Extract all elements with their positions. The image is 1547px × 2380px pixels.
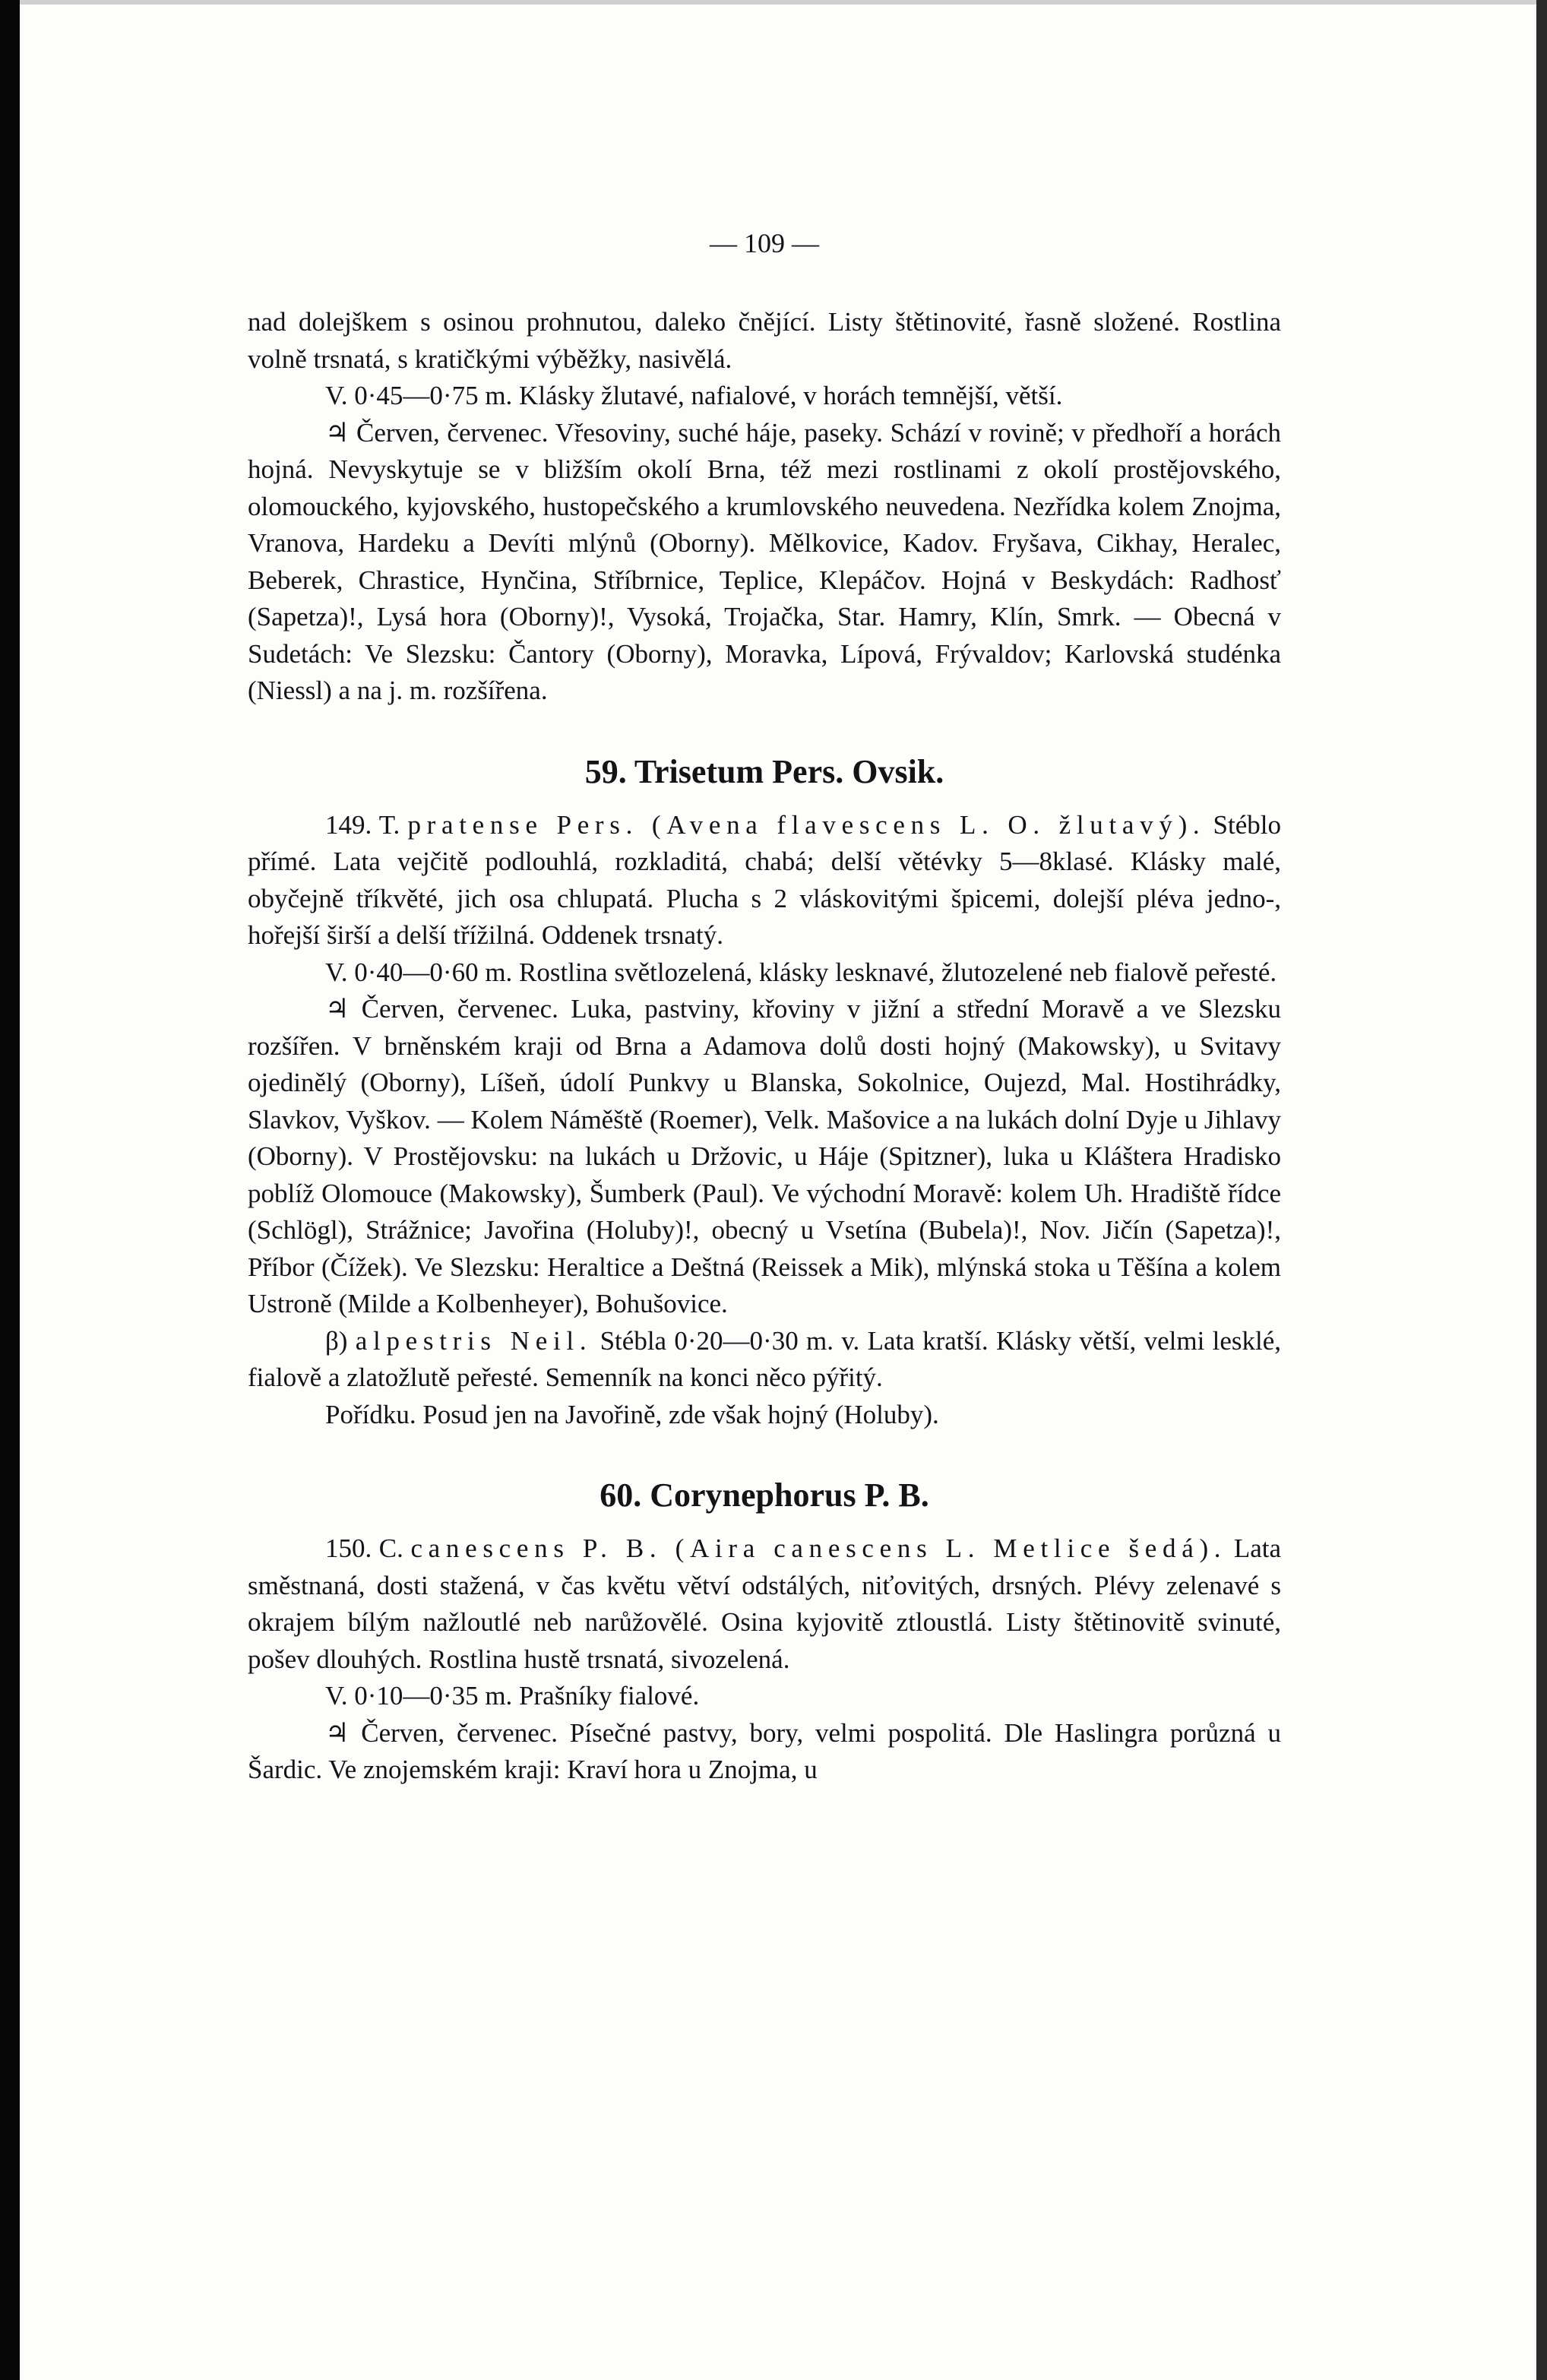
scan-edge-left	[0, 0, 20, 2380]
scan-edge-right	[1536, 0, 1547, 2380]
species-number: 150. C.	[325, 1533, 403, 1563]
species-150-paragraph	[248, 1530, 1281, 1678]
paragraph-height: V. 0·45—0·75 m. Klásky žlutavé, nafialové, v horách temnější, větší.	[325, 381, 1063, 410]
variety-paragraph	[248, 1323, 1281, 1397]
paragraph-occurrence: Pořídku. Posud jen na Javořině, zde však hojný (Holuby).	[325, 1399, 939, 1429]
page-content	[248, 220, 1281, 1789]
scan-edge-top	[0, 0, 1547, 5]
species-name: canescens P. B. (Aira canescens L. Metlice šedá).	[410, 1533, 1227, 1563]
paragraph-distribution: ♃ Červen, červenec. Písečné pastvy, bory, velmi pospolitá. Dle Haslingra porůzná u Šardic. Ve znojemském kraji: Kraví hora u Znojma, u	[248, 1717, 1281, 1784]
paragraph-height: V. 0·40—0·60 m. Rostlina světlozelená, klásky lesknavé, žlutozelené neb fialově peřesté.	[325, 957, 1277, 987]
species-description: Stéblo přímé. Lata vejčitě podlouhlá, rozkladitá, chabá; delší větévky 5—8klasé. Klásky malé, obyčejně tříkvěté, jich osa chlupatá. Plucha s 2 vláskovitými špicemi, dolejší pléva jedno-, hořejší širší a delší třížilná. Oddenek trsnatý.	[248, 809, 1281, 950]
species-149-paragraph	[248, 807, 1281, 954]
variety-description: Stébla 0·20—0·30 m. v. Lata kratší. Klásky větší, velmi lesklé, fialově a zlatožlutě peřesté. Semenník na konci něco pýřitý.	[248, 1325, 1282, 1392]
paragraph-distribution: ♃ Červen, červenec. Luka, pastviny, křoviny v jižní a střední Moravě a ve Slezsku rozšířen. V brněnském kraji od Brna a Adamova dolů dosti hojný (Makowsky), u Svitavy ojedinělý (Oborny), Líšeň, údolí Punkvy u Blanska, Sokolnice, Oujezd, Mal. Hostihrádky, Slavkov, Vyškov. — Kolem Náměště (Roemer), Velk. Mašovice a na lukách dolní Dyje u Jihlavy (Oborny). V Prostějovsku: na lukách u Držovic, u Háje (Spitzner), luka u Kláštera Hradisko poblíž Olomouce (Makowsky), Šumberk (Paul). Ve východní Moravě: kolem Uh. Hradiště řídce (Schlögl), Strážnice; Javořina (Holuby)!, obecný u Vsetína (Bubela)!, Nov. Jičín (Sapetza)!, Příbor (Čížek). Ve Slezsku: Heraltice a Deštná (Reissek a Mik), mlýnská stoka u Těšína a kolem Ustroně (Milde a Kolbenheyer), Bohušovice.	[248, 994, 1281, 1318]
genus-heading-59: 59. Trisetum Pers. Ovsik.	[584, 752, 944, 790]
paragraph-height: V. 0·10—0·35 m. Prašníky fialové.	[325, 1681, 700, 1711]
genus-heading-60: 60. Corynephorus P. B.	[600, 1476, 929, 1514]
paragraph-distribution: ♃ Červen, červenec. Vřesoviny, suché háje, paseky. Schází v rovině; v předhoří a horách hojná. Nevyskytuje se v bližším okolí Brna, též mezi rostlinami z okolí prostějovského, olomouckého, kyjovského, hustopečského a krumlovského neuvedena. Nezřídka kolem Znojma, Vranova, Hardeku a Devíti mlýnů (Oborny). Mělkovice, Kadov. Fryšava, Cikhay, Heralec, Beberek, Chrastice, Hynčina, Stříbrnice, Teplice, Klepáčov. Hojná v Beskydách: Radhosť (Sapetza)!, Lysá hora (Oborny)!, Vysoká, Trojačka, Star. Hamry, Klín, Smrk. — Obecná v Sudetách: Ve Slezsku: Čantory (Oborny), Moravka, Lípová, Frývaldov; Karlovská studénka (Niessl) a na j. m. rozšířena.	[248, 417, 1281, 705]
page-number: — 109 —	[710, 228, 819, 258]
variety-marker: β)	[325, 1325, 348, 1356]
species-number: 149. T.	[325, 809, 400, 840]
species-name: pratense Pers. (Avena flavescens L. O. žlutavý).	[407, 809, 1206, 840]
paragraph-description: nad dolejškem s osinou prohnutou, daleko čnějící. Listy štětinovité, řasně složené. Rostlina volně trsnatá, s kratičkými výběžky, nasivělá.	[248, 307, 1281, 374]
variety-name: alpestris Neil.	[355, 1325, 593, 1356]
species-description: Lata směstnaná, dosti stažená, v čas květu větví odstálých, niťovitých, drsných. Plévy zelenavé s okrajem bílým nažloutlé neb narůžovělé. Osina kyjovitě ztloustlá. Listy štětinovitě svinuté, pošev dlouhých. Rostlina hustě trsnatá, sivozelená.	[248, 1533, 1281, 1674]
